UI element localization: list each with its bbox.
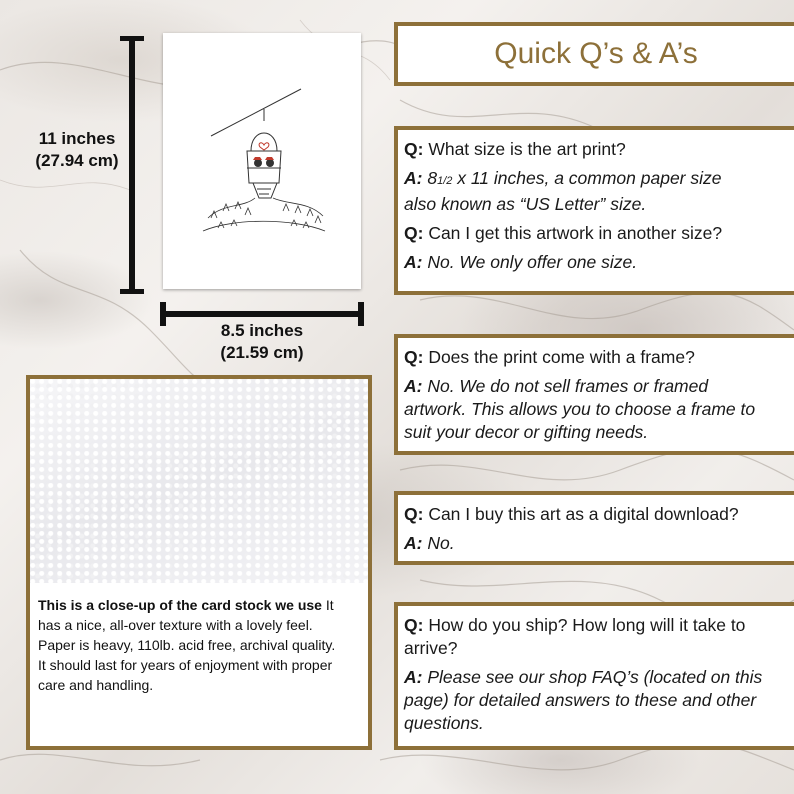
answer: A: No. We only offer one size. [404, 252, 638, 272]
card-stock-texture-image [30, 379, 368, 583]
width-label [192, 320, 332, 364]
card-stock-caption [38, 595, 358, 695]
height-cm: (27.94 cm) [35, 151, 119, 170]
answer: A: No. [404, 533, 455, 553]
width-cm: (21.59 cm) [220, 343, 304, 362]
card-stock-text-3: It should last for years of enjoyment with proper care and handling. [38, 657, 333, 693]
qa-panel-4 [394, 602, 794, 750]
card-stock-panel [26, 375, 372, 750]
height-inches: 11 inches [38, 129, 116, 148]
title-panel [394, 22, 794, 86]
qa-panel-1 [394, 126, 794, 295]
question: Q: What size is the art print? [404, 139, 626, 159]
question: Q: How do you ship? How long will it take to arrive? [404, 615, 746, 658]
answer: A: No. We do not sell frames or framed artwork. This allows you to choose a frame to suit your decor or gifting needs. [404, 376, 756, 442]
answer: A: 81/2 x 11 inches, a common paper size also known as “US Letter” size. [404, 168, 722, 214]
heart-icon [259, 143, 269, 150]
art-print [163, 33, 361, 289]
qa-panel-3 [394, 491, 794, 565]
answer: A: Please see our shop FAQ’s (located on this page) for detailed answers to these and other questions. [404, 667, 763, 733]
page-title: Quick Q’s & A’s [494, 37, 698, 70]
question: Q: Does the print come with a frame? [404, 347, 695, 367]
question: Q: Can I buy this art as a digital download? [404, 504, 739, 524]
width-inches: 8.5 inches [220, 321, 304, 340]
card-stock-lead: This is a close-up of the card stock we use [38, 597, 322, 613]
qa-panel-2 [394, 334, 794, 455]
question: Q: Can I get this artwork in another size? [404, 223, 723, 243]
ski-lift-illustration [163, 33, 361, 289]
height-label [22, 128, 132, 172]
card-stock-text-2: Paper is heavy, 110lb. acid free, archival quality. [38, 637, 336, 653]
card-stock-text-1: It has a nice, all-over texture with a lovely feel. [38, 597, 334, 633]
